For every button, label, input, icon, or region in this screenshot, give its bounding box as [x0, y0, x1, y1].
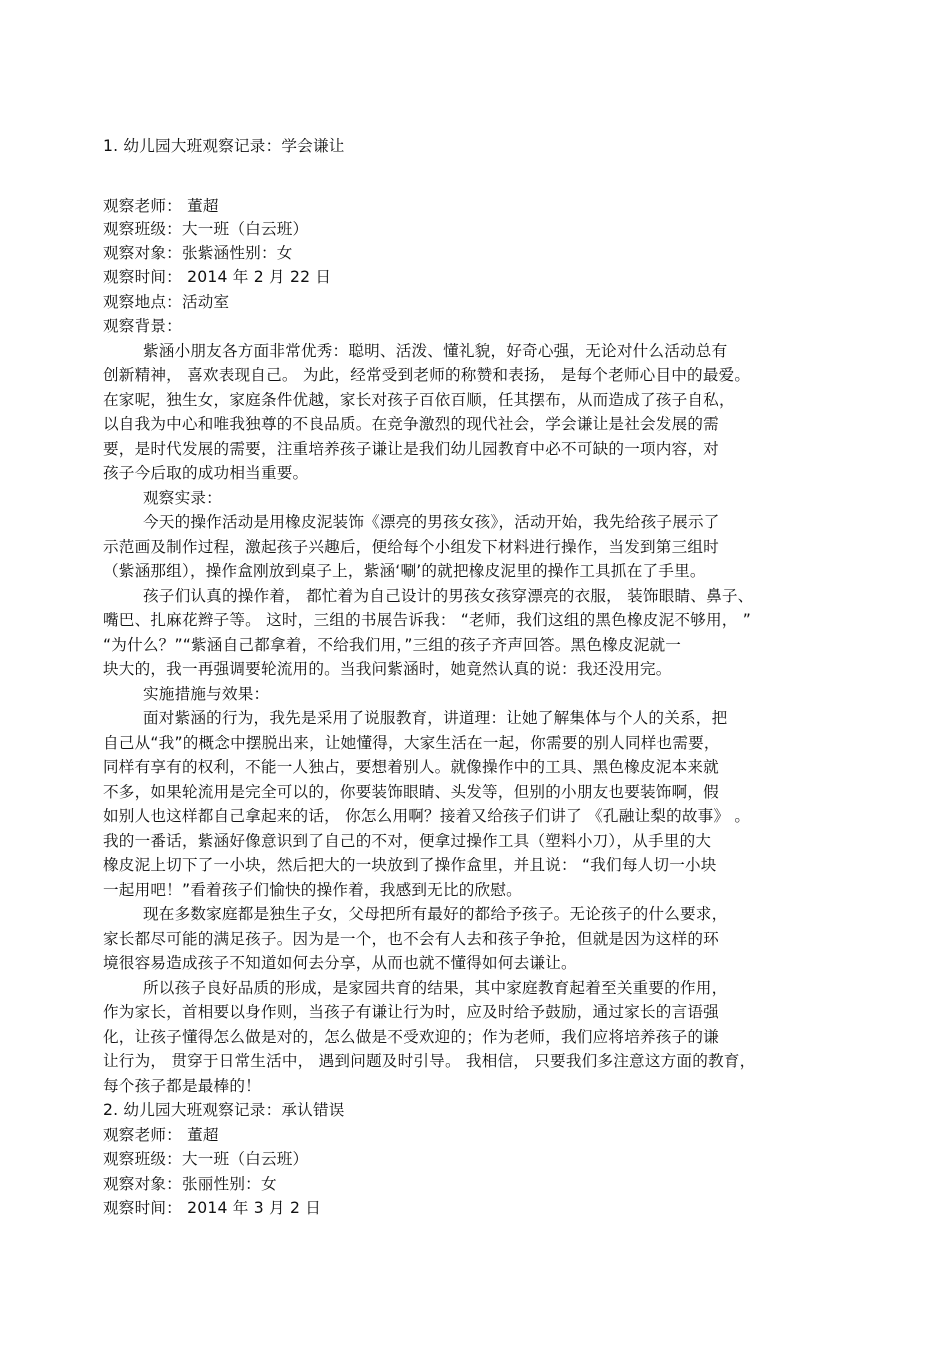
body-line: 自己从“我”的概念中摆脱出来，让她懂得，大家生活在一起，你需要的别人同样也需要，: [103, 734, 720, 752]
body-line: 面对紫涵的行为，我先是采用了说服教育，讲道理：让她了解集体与个人的关系，把: [143, 709, 728, 727]
body-line: “为什么？”“紫涵自己都拿着，不给我们用，”三组的孩子齐声回答。黑色橡皮泥就一: [103, 636, 682, 654]
field-time: 观察时间： 2014 年 3 月 2 日: [103, 1199, 322, 1217]
field-subject: 观察对象：张紫涵性别：女: [103, 244, 293, 262]
field-class: 观察班级：大一班（白云班）: [103, 220, 309, 238]
body-line: 同样有享有的权利，不能一人独占，要想着别人。就像操作中的工具、黑色橡皮泥本来就: [103, 758, 719, 776]
body-line: 一起用吧！”看着孩子们愉快的操作着，我感到无比的欣慰。: [103, 881, 522, 899]
body-line: 示范画及制作过程，激起孩子兴趣后，便给每个小组发下材料进行操作，当发到第三组时: [103, 538, 719, 556]
section-1-title: 1. 幼儿园大班观察记录：学会谦让: [103, 137, 345, 155]
body-line: 让行为， 贯穿于日常生活中， 遇到问题及时引导。 我相信， 只要我们多注意这方面的教育，: [103, 1052, 756, 1070]
body-line: 现在多数家庭都是独生子女，父母把所有最好的都给予孩子。无论孩子的什么要求，: [143, 905, 728, 923]
body-line: 作为家长，首相要以身作则，当孩子有谦让行为时，应及时给予鼓励，通过家长的言语强: [103, 1003, 719, 1021]
field-location: 观察地点：活动室: [103, 293, 230, 311]
body-line: 所以孩子良好品质的形成，是家园共育的结果，其中家庭教育起着至关重要的作用，: [143, 979, 728, 997]
body-line: 以自我为中心和唯我独尊的不良品质。在竞争激烈的现代社会，学会谦让是社会发展的需: [103, 415, 719, 433]
body-line: 孩子今后取的成功相当重要。: [103, 464, 309, 482]
field-class: 观察班级：大一班（白云班）: [103, 1150, 309, 1168]
subheading-measures: 实施措施与效果：: [143, 685, 270, 703]
body-line: 今天的操作活动是用橡皮泥装饰《漂亮的男孩女孩》，活动开始，我先给孩子展示了: [143, 513, 720, 531]
body-line: 如别人也这样都自己拿起来的话， 你怎么用啊？接着又给孩子们讲了 《孔融让梨的故事》 。: [103, 807, 751, 825]
section-2-title: 2. 幼儿园大班观察记录：承认错误: [103, 1101, 345, 1119]
field-background: 观察背景：: [103, 317, 182, 335]
body-line: 我的一番话，紫涵好像意识到了自己的不对，便拿过操作工具（塑料小刀），从手里的大: [103, 832, 712, 850]
subheading-observation: 观察实录：: [143, 489, 222, 507]
body-line: 紫涵小朋友各方面非常优秀：聪明、活泼、懂礼貌，好奇心强，无论对什么活动总有: [143, 342, 728, 360]
body-line: （紫涵那组），操作盒刚放到桌子上，紫涵‘唰’的就把橡皮泥里的操作工具抓在了手里。: [103, 562, 706, 580]
field-time: 观察时间： 2014 年 2 月 22 日: [103, 268, 332, 286]
body-line: 嘴巴、扎麻花辫子等。 这时，三组的书展告诉我： “老师，我们这组的黑色橡皮泥不够用， ”: [103, 611, 751, 629]
body-line: 孩子们认真的操作着， 都忙着为自己设计的男孩女孩穿漂亮的衣服， 装饰眼睛、鼻子、: [143, 587, 754, 605]
field-subject: 观察对象：张丽性别：女: [103, 1175, 277, 1193]
body-line: 块大的，我一再强调要轮流用的。当我问紫涵时，她竟然认真的说：我还没用完。: [103, 660, 672, 678]
body-line: 在家呢，独生女，家庭条件优越，家长对孩子百依百顺，任其摆布，从而造成了孩子自私，: [103, 391, 735, 409]
body-line: 化，让孩子懂得怎么做是对的，怎么做是不受欢迎的；作为老师，我们应将培养孩子的谦: [103, 1028, 719, 1046]
body-line: 每个孩子都是最棒的！: [103, 1077, 261, 1095]
body-line: 橡皮泥上切下了一小块，然后把大的一块放到了操作盒里，并且说： “我们每人切一小块: [103, 856, 717, 874]
body-line: 要，是时代发展的需要，注重培养孩子谦让是我们幼儿园教育中必不可缺的一项内容，对: [103, 440, 719, 458]
body-line: 不多，如果轮流用是完全可以的，你要装饰眼睛、头发等，但别的小朋友也要装饰啊，假: [103, 783, 719, 801]
body-line: 境很容易造成孩子不知道如何去分享，从而也就不懂得如何去谦让。: [103, 954, 577, 972]
body-line: 家长都尽可能的满足孩子。因为是一个，也不会有人去和孩子争抢，但就是因为这样的环: [103, 930, 719, 948]
field-teacher: 观察老师： 董超: [103, 197, 219, 215]
body-line: 创新精神， 喜欢表现自己。 为此，经常受到老师的称赞和表扬， 是每个老师心目中的最爱。: [103, 366, 751, 384]
field-teacher: 观察老师： 董超: [103, 1126, 219, 1144]
